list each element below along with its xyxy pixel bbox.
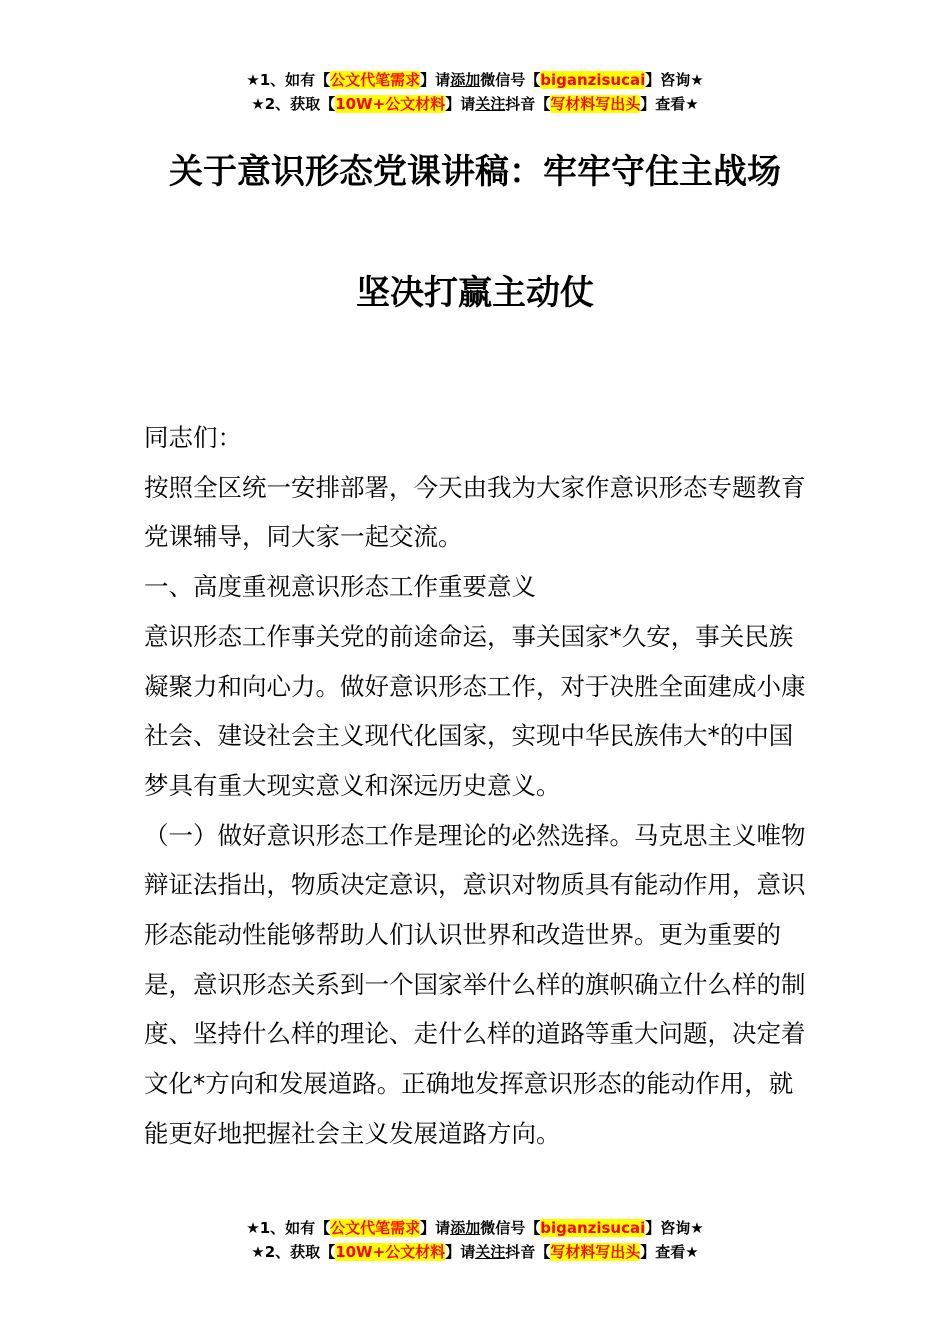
body-paragraph: （一）做好意识形态工作是理论的必然选择。马克思主义唯物辩证法指出，物质决定意识，意识对物质具有能动作用，意识形态能动性能够帮助人们认识世界和改造世界。更为重要的是，意识形态关系到一个国家举什么样的旗帜确立什么样的制度、坚持什么样的理论、走什么样的道路等重大问题，决定着文化*方向和发展道路。正确地发挥意识形态的能动作用，就能更好地把握社会主义发展道路方向。: [144, 820, 806, 1148]
banner-text: 】查看★: [640, 95, 699, 113]
banner-underlined: 添加: [450, 1219, 481, 1237]
banner-highlight: 写材料写出头: [550, 1243, 641, 1261]
banner-line-1: [0, 68, 950, 92]
body-paragraph: 意识形态工作事关党的前途命运，事关国家*久安，事关民族凝聚力和向心力。做好意识形态工作，对于决胜全面建成小康社会、建设社会主义现代化国家，实现中华民族伟大*的中国梦具有重大现实意义和深远历史意义。: [144, 621, 806, 800]
banner-text: 】咨询★: [645, 71, 704, 89]
banner-text: 】请: [420, 71, 451, 89]
banner-highlight: 写材料写出头: [550, 95, 641, 113]
section-heading: 一、高度重视意识形态工作重要意义: [144, 572, 536, 602]
banner-underlined: 添加: [450, 71, 481, 89]
banner-highlight: 公文代笔需求: [330, 71, 421, 89]
banner-text: 抖音【: [505, 1243, 551, 1261]
footer-banner: [0, 1216, 950, 1264]
banner-line-2: [0, 92, 950, 116]
document-title-line-1: 关于意识形态党课讲稿：牢牢守住主战场: [169, 152, 781, 192]
banner-highlight: 10W+公文材料: [335, 1243, 446, 1261]
banner-text: 】请: [445, 1243, 476, 1261]
banner-line-1: [0, 1216, 950, 1240]
banner-text: ★1、如有【: [246, 1219, 331, 1237]
document-body: [144, 413, 812, 1159]
header-banner: [0, 68, 950, 116]
banner-highlight: biganzisucai: [540, 71, 646, 89]
banner-text: 】咨询★: [645, 1219, 704, 1237]
banner-text: 】查看★: [640, 1243, 699, 1261]
banner-text: ★1、如有【: [246, 71, 331, 89]
banner-underlined: 关注: [475, 95, 506, 113]
banner-text: ★2、获取【: [251, 1243, 336, 1261]
document-title-line-2: 坚决打赢主动仗: [356, 273, 594, 313]
banner-text: 微信号【: [480, 1219, 541, 1237]
banner-text: 】请: [445, 95, 476, 113]
banner-text: 抖音【: [505, 95, 551, 113]
banner-highlight: biganzisucai: [540, 1219, 646, 1237]
banner-text: 】请: [420, 1219, 451, 1237]
banner-highlight: 公文代笔需求: [330, 1219, 421, 1237]
banner-highlight: 10W+公文材料: [335, 95, 446, 113]
salutation: 同志们：: [144, 423, 242, 452]
banner-line-2: [0, 1240, 950, 1264]
banner-underlined: 关注: [475, 1243, 506, 1261]
banner-text: ★2、获取【: [251, 95, 336, 113]
banner-text: 微信号【: [480, 71, 541, 89]
body-paragraph: 按照全区统一安排部署，今天由我为大家作意识形态专题教育党课辅导，同大家一起交流。: [144, 472, 806, 552]
